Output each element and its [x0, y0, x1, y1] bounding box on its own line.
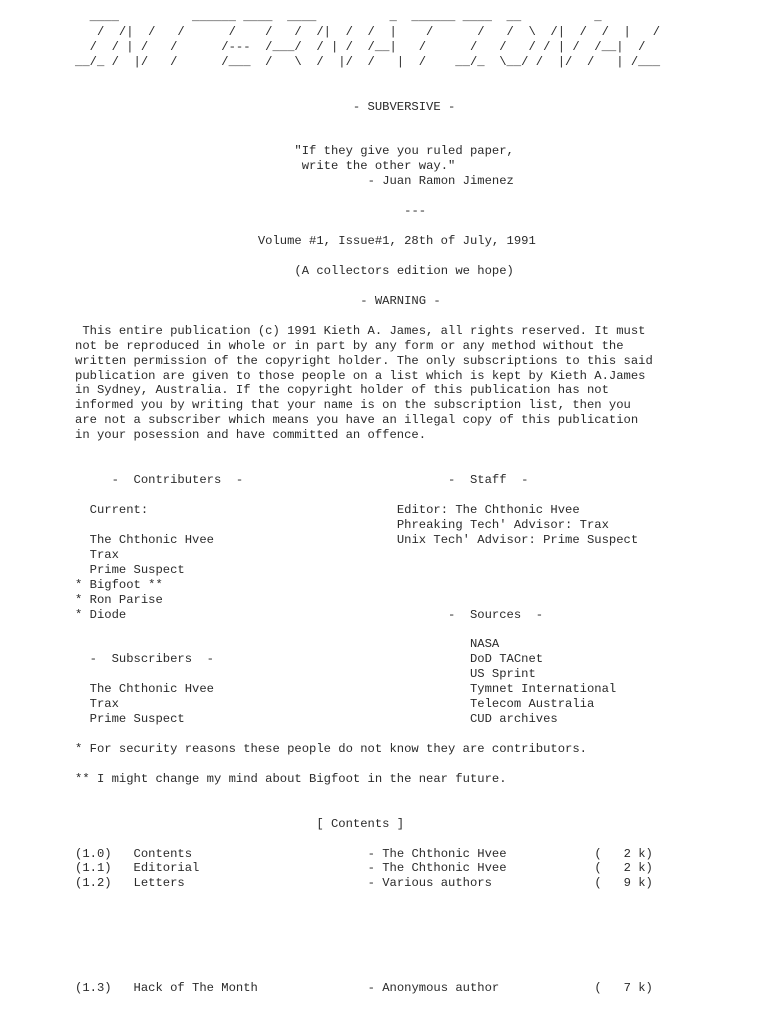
blank-line	[75, 219, 660, 234]
blank-line	[75, 921, 660, 936]
blank-line	[75, 488, 660, 503]
ascii-banner-text: / /| / / / / / /| / / | / / / \ /| / / | /	[75, 24, 661, 39]
contents-heading-line	[75, 817, 660, 832]
contents-author: - The Chthonic Hvee	[367, 846, 507, 861]
contents-number: (1.2)	[75, 876, 112, 891]
quote-line	[75, 144, 660, 159]
ascii-banner-text: __/_ / |/ / /___ / \ / |/ / | / __/_ \__/ / |/ / | /___	[75, 54, 661, 69]
blank-line	[75, 70, 660, 85]
contributor-name: * Ron Parise	[75, 592, 163, 607]
source-name: Telecom Australia	[469, 697, 595, 712]
banner-line	[75, 25, 660, 40]
section-heading: - SUBVERSIVE -	[352, 99, 456, 114]
warning-paragraph-line	[75, 339, 660, 354]
current-label: Current:	[89, 502, 149, 517]
collectors-line	[75, 264, 660, 279]
warning-paragraph-line	[75, 428, 660, 443]
contents-number: (1.0)	[75, 846, 112, 861]
contents-author: - Anonymous author	[367, 980, 500, 995]
contents-title: Hack of The Month	[133, 980, 258, 995]
warning-text: informed you by writing that your name is on the subscription list, then you	[75, 398, 631, 413]
ascii-banner-text: / / | / / /--- /___/ / | / /__| / / / / / | / /__| /	[75, 39, 646, 54]
source-name: US Sprint	[469, 667, 536, 682]
warning-paragraph-line	[75, 413, 660, 428]
contents-heading: [ Contents ]	[316, 816, 405, 831]
blank-line	[75, 787, 660, 802]
roster-line	[75, 503, 660, 518]
quote-text: "If they give you ruled paper,	[294, 144, 514, 159]
contents-number: (1.3)	[75, 980, 112, 995]
roster-line	[75, 593, 660, 608]
warning-text: in your posession and have committed an offence.	[75, 428, 427, 443]
subscriber-name: The Chthonic Hvee	[89, 682, 214, 697]
warning-paragraph-line	[75, 398, 660, 413]
warning-text: written permission of the copyright holder. The only subscriptions to this said	[75, 353, 653, 368]
warning-heading-line	[75, 294, 660, 309]
blank-line	[75, 936, 660, 951]
source-name: CUD archives	[469, 712, 558, 727]
contents-row	[75, 847, 660, 862]
contents-title: Editorial	[133, 861, 200, 876]
contents-size: ( 9 k)	[594, 876, 653, 891]
contributor-name: The Chthonic Hvee	[89, 532, 214, 547]
staff-member: Phreaking Tech' Advisor: Trax	[396, 517, 609, 532]
contents-title: Contents	[133, 846, 193, 861]
subscribers-heading: - Subscribers -	[89, 652, 214, 667]
contents-title: Letters	[133, 876, 185, 891]
roster-line	[75, 652, 660, 667]
blank-line	[75, 622, 660, 637]
footnote: ** I might change my mind about Bigfoot in the near future.	[75, 771, 507, 786]
blank-line	[75, 891, 660, 906]
contents-size: ( 7 k)	[594, 980, 653, 995]
contributors-heading: - Contributers -	[111, 473, 244, 488]
contributor-name: * Diode	[75, 607, 127, 622]
roster-line	[75, 563, 660, 578]
issue-line	[75, 234, 660, 249]
warning-paragraph-line	[75, 354, 660, 369]
warning-text: in Sydney, Australia. If the copyright holder of this publication has not	[75, 383, 609, 398]
blank-line	[75, 832, 660, 847]
roster-line	[75, 548, 660, 563]
blank-line	[75, 189, 660, 204]
banner-line	[75, 10, 660, 25]
contents-size: ( 2 k)	[594, 861, 653, 876]
blank-line	[75, 115, 660, 130]
blank-line	[75, 458, 660, 473]
warning-text: publication are given to those people on a list which is kept by Kieth A.James	[75, 368, 646, 383]
blank-line	[75, 906, 660, 921]
contributor-name: Prime Suspect	[89, 562, 185, 577]
source-name: DoD TACnet	[469, 652, 544, 667]
roster-line	[75, 608, 660, 623]
footnote: * For security reasons these people do not know they are contributors.	[75, 741, 587, 756]
contents-author: - The Chthonic Hvee	[367, 861, 507, 876]
contents-row	[75, 876, 660, 891]
blank-line	[75, 802, 660, 817]
blank-line	[75, 951, 660, 966]
staff-heading: - Staff -	[448, 473, 529, 488]
contributor-name: * Bigfoot **	[75, 577, 163, 592]
blank-line	[75, 130, 660, 145]
blank-line	[75, 727, 660, 742]
banner-line	[75, 55, 660, 70]
blank-line	[75, 85, 660, 100]
separator-line	[75, 204, 660, 219]
subscriber-name: Prime Suspect	[89, 712, 185, 727]
roster-line	[75, 682, 660, 697]
quote-text: write the other way."	[301, 159, 456, 174]
warning-paragraph-line	[75, 324, 660, 339]
heading-line	[75, 100, 660, 115]
contributor-name: Trax	[89, 547, 119, 562]
roster-line	[75, 637, 660, 652]
warning-text: are not a subscriber which means you have an illegal copy of this publication	[75, 413, 639, 428]
warning-text: not be reproduced in whole or in part by any form or any method without the	[75, 338, 624, 353]
collectors-note: (A collectors edition we hope)	[294, 263, 514, 278]
sources-heading: - Sources -	[448, 607, 544, 622]
roster-line	[75, 518, 660, 533]
footnote-line	[75, 772, 660, 787]
blank-line	[75, 309, 660, 324]
roster-heading-line	[75, 473, 660, 488]
roster-line	[75, 578, 660, 593]
zine-document	[75, 10, 660, 996]
contents-number: (1.1)	[75, 861, 112, 876]
contents-author: - Various authors	[367, 876, 492, 891]
subscriber-name: Trax	[89, 697, 119, 712]
source-name: Tymnet International	[469, 682, 617, 697]
blank-line	[75, 249, 660, 264]
roster-line	[75, 712, 660, 727]
separator: ---	[404, 204, 427, 219]
issue-info: Volume #1, Issue#1, 28th of July, 1991	[257, 234, 536, 249]
contents-row	[75, 861, 660, 876]
blank-line	[75, 443, 660, 458]
blank-line	[75, 966, 660, 981]
banner-line	[75, 40, 660, 55]
warning-paragraph-line	[75, 369, 660, 384]
roster-line	[75, 533, 660, 548]
warning-text: This entire publication (c) 1991 Kieth A. James, all rights reserved. It must	[75, 323, 646, 338]
quote-line	[75, 174, 660, 189]
footnote-line	[75, 742, 660, 757]
warning-heading: - WARNING -	[360, 293, 441, 308]
blank-line	[75, 279, 660, 294]
ascii-banner-text: ____ ______ ____ ____ _ ______ ____ __ _	[75, 10, 602, 24]
staff-member: Unix Tech' Advisor: Prime Suspect	[396, 532, 639, 547]
roster-line	[75, 667, 660, 682]
source-name: NASA	[469, 637, 500, 652]
staff-member: Editor: The Chthonic Hvee	[396, 502, 580, 517]
quote-author: - Juan Ramon Jimenez	[367, 174, 514, 189]
warning-paragraph-line	[75, 383, 660, 398]
contents-row	[75, 981, 660, 996]
roster-line	[75, 697, 660, 712]
contents-size: ( 2 k)	[594, 846, 653, 861]
quote-line	[75, 159, 660, 174]
blank-line	[75, 757, 660, 772]
